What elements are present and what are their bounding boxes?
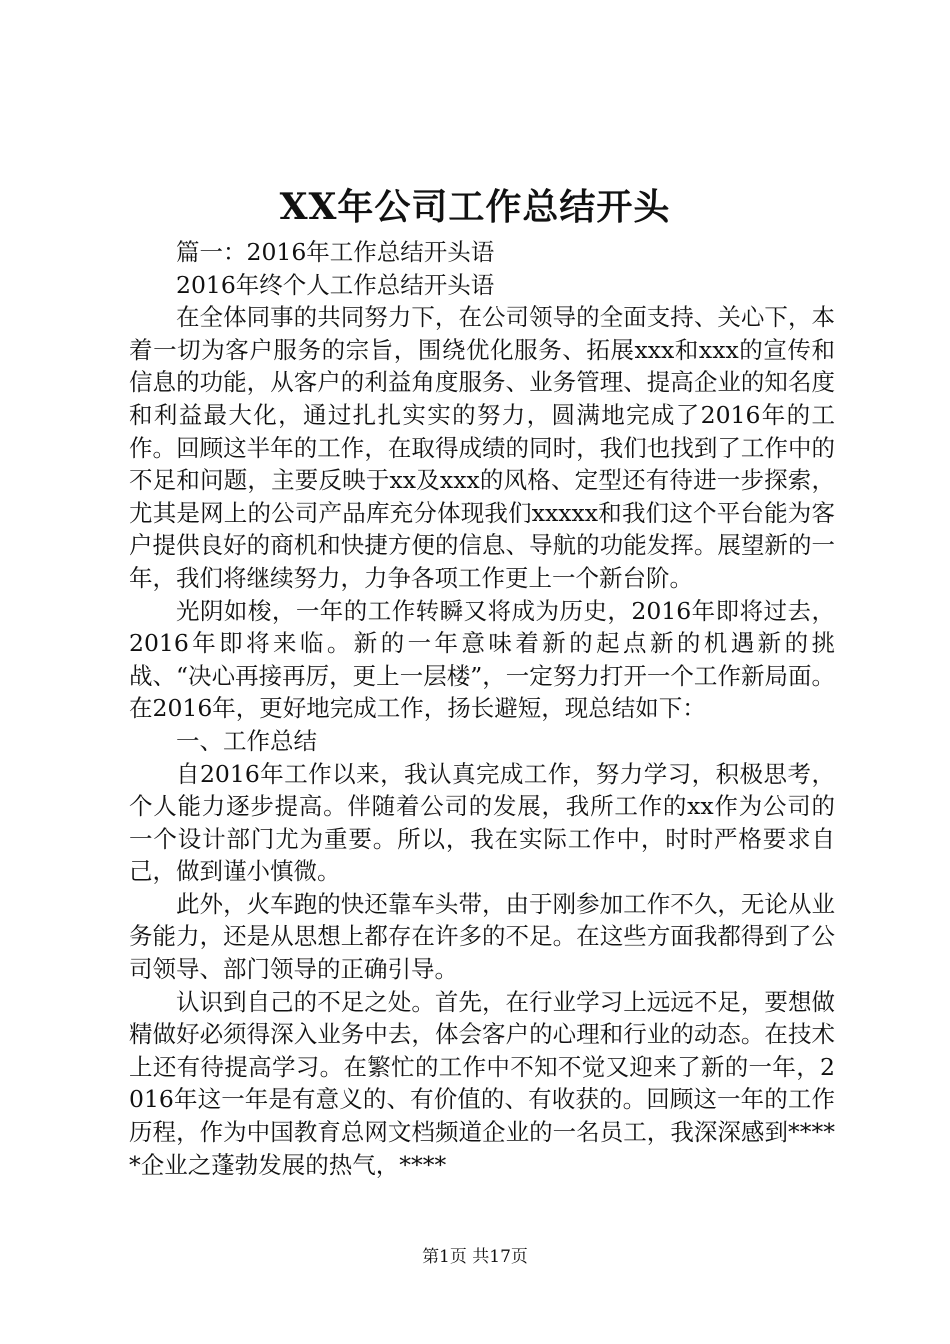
section-heading: 一、工作总结 <box>176 726 317 755</box>
paragraph: 此外，火车跑的快还靠车头带，由于刚参加工作不久，无论从业务能力，还是从思想上都存在许多的不足。在这些方面我都得到了公司领导、部门领导的正确引导。 <box>129 889 835 984</box>
paragraph: 在全体同事的共同努力下，在公司领导的全面支持、关心下，本着一切为客户服务的宗旨，围绕优化服务、拓展xxx和xxx的宣传和信息的功能，从客户的利益角度服务、业务管理、提高企业的知名度和利益最大化，通过扎扎实实的努力，圆满地完成了2016年的工作。回顾这半年的工作，在取得成绩的同时，我们也找到了工作中的不足和问题，主要反映于xx及xxx的风格、定型还有待进一步探索，尤其是网上的公司产品库充分体现我们xxxxx和我们这个平台能为客户提供良好的商机和快捷方便的信息、导航的功能发挥。展望新的一年，我们将继续努力，力争各项工作更上一个新台阶。 <box>129 303 835 592</box>
paragraph: 2016年终个人工作总结开头语 <box>176 270 495 299</box>
document-body <box>129 236 835 1181</box>
paragraph: 认识到自己的不足之处。首先，在行业学习上远远不足，要想做精做好必须得深入业务中去，体会客户的心理和行业的动态。在技术上还有待提高学习。在繁忙的工作中不知不觉又迎来了新的一年，2016年这一年是有意义的、有价值的、有收获的。回顾这一年的工作历程，作为中国教育总网文档频道企业的一名员工，我深深感到*****企业之蓬勃发展的热气，**** <box>129 987 835 1179</box>
paragraph: 光阴如梭，一年的工作转瞬又将成为历史，2016年即将过去，2016年即将来临。新的一年意味着新的起点新的机遇新的挑战、“决心再接再厉，更上一层楼”，一定努力打开一个工作新局面。在2016年，更好地完成工作，扬长避短，现总结如下： <box>129 596 835 723</box>
paragraph: 篇一：2016年工作总结开头语 <box>176 238 495 266</box>
page-footer: 第1页 共17页 <box>422 1247 528 1267</box>
document-title: XX年公司工作总结开头 <box>279 186 671 228</box>
paragraph: 自2016年工作以来，我认真完成工作，努力学习，积极思考，个人能力逐步提高。伴随着公司的发展，我所工作的xx作为公司的一个设计部门尤为重要。所以，我在实际工作中，时时严格要求自己，做到谨小慎微。 <box>129 759 835 886</box>
